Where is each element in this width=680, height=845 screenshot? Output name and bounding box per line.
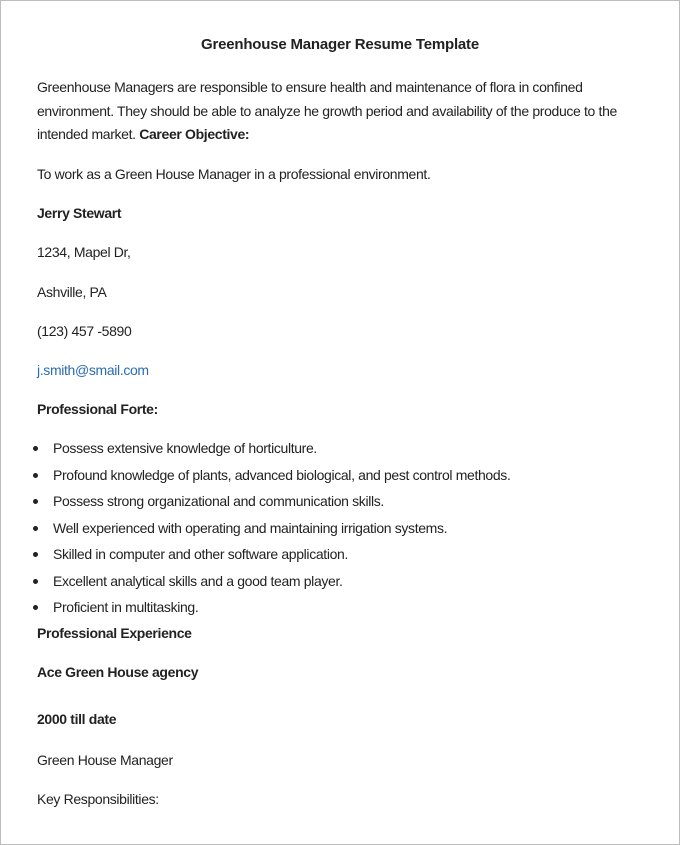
- list-item-text: Possess extensive knowledge of horticulture.: [53, 440, 317, 456]
- list-item-text: Skilled in computer and other software application.: [53, 546, 348, 562]
- intro-line: [37, 125, 249, 143]
- list-item-text: Excellent analytical skills and a good team player.: [53, 573, 343, 589]
- intro-text: intended market.: [37, 126, 140, 142]
- job-role: Green House Manager: [37, 752, 173, 768]
- bullet-icon: [33, 526, 38, 531]
- candidate-name: Jerry Stewart: [37, 205, 122, 221]
- bullet-icon: [33, 579, 38, 584]
- list-item: [33, 598, 198, 616]
- page-title: Greenhouse Manager Resume Template: [200, 36, 479, 53]
- list-item: [33, 572, 343, 590]
- list-item: [33, 439, 317, 457]
- intro-line: Greenhouse Managers are responsible to ensure health and maintenance of flora in confined: [37, 79, 583, 95]
- bullet-icon: [33, 446, 38, 451]
- objective-text: To work as a Green House Manager in a professional environment.: [37, 166, 431, 182]
- list-item: [33, 545, 348, 563]
- intro-line: environment. They should be able to analyze he growth period and availability of the produce to the: [37, 103, 617, 119]
- bullet-icon: [33, 552, 38, 557]
- career-objective-heading: Career Objective:: [139, 126, 250, 142]
- bullet-icon: [33, 473, 38, 478]
- list-item: [33, 492, 384, 510]
- list-item: [33, 466, 511, 484]
- email-link[interactable]: j.smith@smail.com: [37, 362, 149, 378]
- list-item: [33, 519, 447, 537]
- company-name: Ace Green House agency: [37, 664, 199, 680]
- bullet-icon: [33, 499, 38, 504]
- forte-heading: Professional Forte:: [37, 401, 158, 417]
- list-item-text: Well experienced with operating and maintaining irrigation systems.: [53, 520, 448, 536]
- list-item-text: Profound knowledge of plants, advanced biological, and pest control methods.: [53, 467, 511, 483]
- city: Ashville, PA: [37, 284, 107, 300]
- phone: (123) 457 -5890: [37, 323, 132, 339]
- list-item-text: Possess strong organizational and communication skills.: [53, 493, 384, 509]
- responsibilities-label: Key Responsibilities:: [37, 791, 159, 807]
- list-item-text: Proficient in multitasking.: [53, 599, 199, 615]
- address: 1234, Mapel Dr,: [37, 244, 131, 260]
- experience-heading: Professional Experience: [37, 625, 192, 641]
- employment-period: 2000 till date: [37, 711, 117, 727]
- bullet-icon: [33, 605, 38, 610]
